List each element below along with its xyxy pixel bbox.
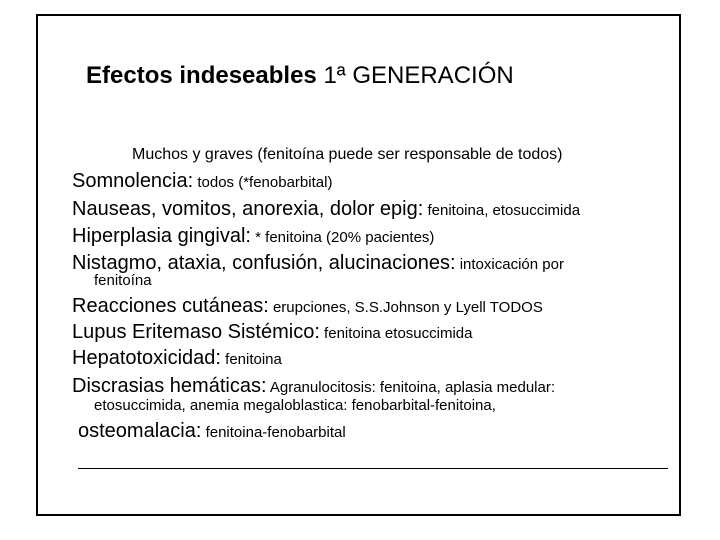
item-label: Nauseas, vomitos, anorexia, dolor epig:: [72, 198, 424, 220]
item-continuation: fenitoína: [94, 272, 152, 289]
item-hepatotoxicidad: [72, 348, 282, 368]
item-lupus: [72, 322, 472, 342]
item-somnolencia: [72, 171, 332, 191]
title-main: Efectos indeseables: [86, 62, 317, 89]
item-osteomalacia: [78, 421, 346, 441]
item-detail: * fenitoina (20% pacientes): [250, 229, 435, 246]
item-label: Reacciones cutáneas:: [72, 295, 269, 317]
item-nauseas: [72, 199, 580, 219]
item-detail: fenitoina, etosuccimida: [423, 202, 581, 219]
item-label: Somnolencia:: [72, 170, 194, 192]
item-detail: Agranulocitosis: fenitoina, aplasia medular:: [266, 379, 556, 396]
item-label: Hiperplasia gingival:: [72, 225, 251, 247]
item-nistagmo: [72, 253, 564, 273]
divider-line: [78, 468, 668, 469]
item-label: Discrasias hemáticas:: [72, 375, 267, 397]
item-detail: fenitoina-fenobarbital: [201, 424, 346, 441]
item-continuation: etosuccimida, anemia megaloblastica: fenobarbital-fenitoina,: [94, 397, 496, 414]
item-label: Hepatotoxicidad:: [72, 347, 221, 369]
item-label: Nistagmo, ataxia, confusión, alucinaciones:: [72, 252, 456, 274]
item-label: osteomalacia:: [78, 420, 202, 442]
item-discrasias: [72, 376, 555, 396]
item-reacciones: [72, 296, 543, 316]
item-detail: fenitoina: [220, 351, 282, 368]
item-detail: todos (*fenobarbital): [193, 174, 333, 191]
item-hiperplasia: [72, 226, 434, 246]
item-label: Lupus Eritemaso Sistémico:: [72, 321, 320, 343]
item-detail: erupciones, S.S.Johnson y Lyell TODOS: [268, 299, 543, 316]
item-detail: fenitoina etosuccimida: [319, 325, 473, 342]
slide-title: [86, 62, 514, 90]
item-detail: intoxicación por: [455, 256, 564, 273]
slide-subtitle: Muchos y graves (fenitoína puede ser responsable de todos): [132, 146, 563, 163]
title-generation: 1ª GENERACIÓN: [323, 62, 514, 89]
